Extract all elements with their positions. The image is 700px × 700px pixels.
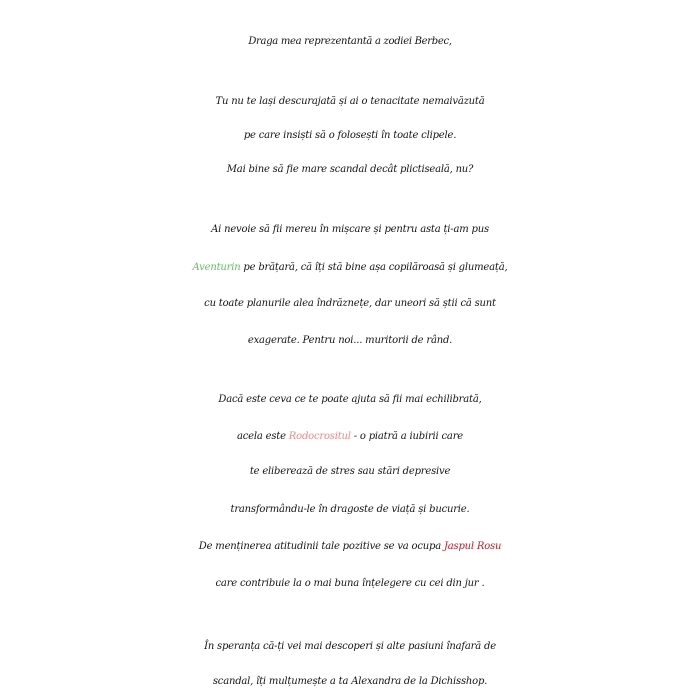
paragraph-3-line-5-pre: De menținerea atitudinii tale pozitive se va ocupa	[198, 541, 444, 552]
paragraph-3-line-6: care contribuie la o mai buna înțelegere cu cei din jur .	[215, 578, 485, 589]
paragraph-2-line-2	[0, 254, 700, 282]
paragraph-1-line-2: pe care insiști să o folosești în toate clipele.	[243, 130, 457, 141]
closing-signature-line: scandal, îți mulțumește a ta Alexandra de la Dichisshop.	[212, 676, 488, 687]
paragraph-3-line-1: Dacă este ceva ce te poate ajuta să fii mai echilibrată,	[218, 394, 482, 405]
letter-greeting: Draga mea reprezentantă a zodiei Berbec,	[248, 36, 452, 47]
paragraph-3-line-3: te eliberează de stres sau stări depresive	[249, 466, 451, 477]
paragraph-2-line-2-text: pe brățară, că îți stă bine așa copilăroasă și glumeață,	[240, 262, 508, 273]
paragraph-3-line-2-pre: acela este	[237, 431, 289, 442]
paragraph-3-line-5	[0, 533, 700, 561]
stone-name-rodocrosit: Rodocrositul	[288, 431, 351, 442]
paragraph-2-line-3: cu toate planurile alea îndrăznețe, dar uneori să știi că sunt	[204, 298, 496, 309]
stone-name-aventurin: Aventurin	[192, 262, 241, 273]
paragraph-3-line-2-rest: - o piatră a iubirii care	[350, 431, 463, 442]
paragraph-2-line-4: exagerate. Pentru noi... muritorii de rând.	[247, 335, 453, 346]
paragraph-3-line-4: transformându-le în dragoste de viață și bucurie.	[230, 504, 470, 515]
paragraph-1-line-1: Tu nu te lași descurajată și ai o tenacitate nemaivăzută	[215, 96, 485, 107]
paragraph-2-line-1: Ai nevoie să fii mereu în mișcare și pentru asta ți-am pus	[211, 224, 489, 235]
paragraph-3-line-2	[0, 423, 700, 451]
paragraph-1-line-3: Mai bine să fie mare scandal decât plictiseală, nu?	[226, 164, 474, 175]
paragraph-4-line-1: În speranța că-ți vei mai descoperi și alte pasiuni înafară de	[204, 641, 496, 652]
stone-name-jasp-rosu: Jaspul Rosu	[443, 541, 502, 552]
